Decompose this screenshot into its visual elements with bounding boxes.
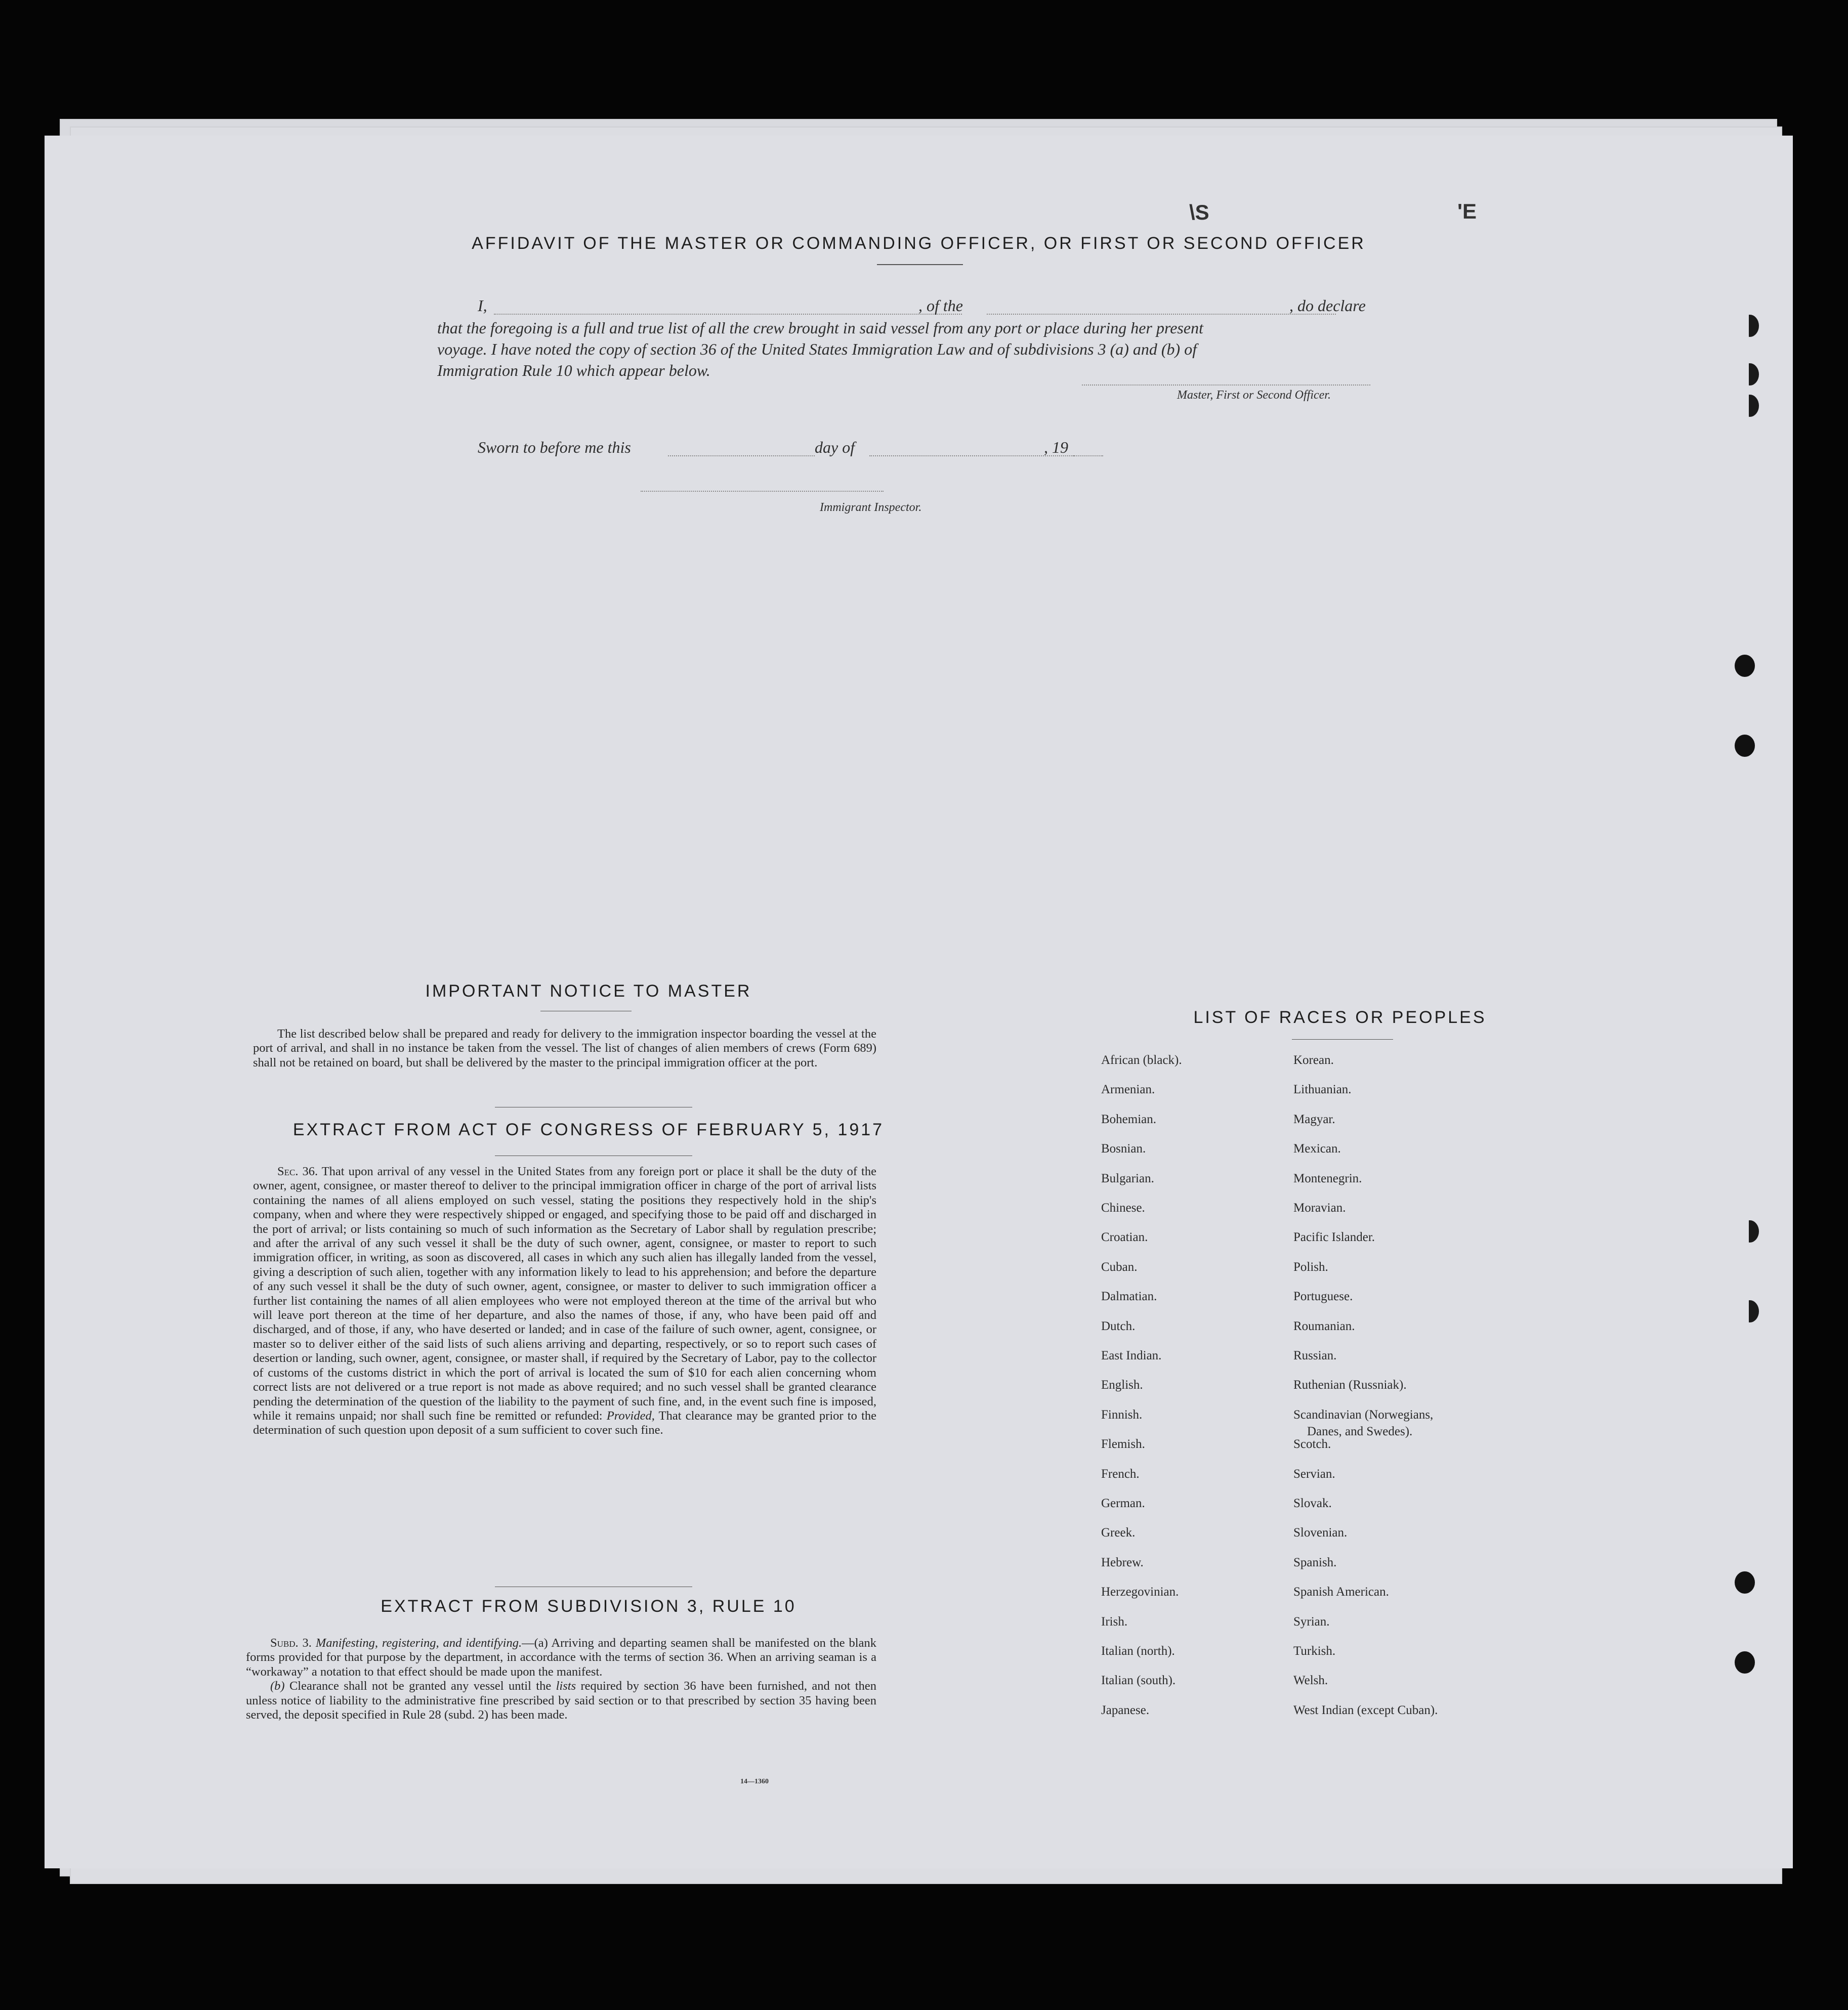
form-number: 14—1360 — [740, 1778, 769, 1785]
affidavit-line-2: that the foregoing is a full and true list of all the crew brought in said vessel from any port or place during her present — [437, 319, 1203, 337]
signature-label: Master, First or Second Officer. — [1177, 389, 1331, 402]
notice-title: IMPORTANT NOTICE TO MASTER — [425, 981, 752, 1001]
race-item: Hebrew. — [1101, 1555, 1144, 1569]
race-item: Spanish. — [1293, 1555, 1337, 1569]
punch-hole — [1735, 1571, 1755, 1594]
subd-b-lists: lists — [556, 1679, 576, 1693]
race-item: Syrian. — [1293, 1614, 1330, 1629]
race-item: East Indian. — [1101, 1349, 1162, 1362]
punch-hole — [1741, 315, 1759, 337]
subd-a-text: Arriving and departing seamen shall be manifested on the blank forms provided for that purpose by the department, in accordance with the terms of section 36. When an arriving seaman is a “workaway” a notation to that effect should be made upon the manifest. — [246, 1636, 876, 1679]
subd-b-text-1: Clearance shall not be granted any vessel until the — [289, 1679, 552, 1693]
race-item: Bosnian. — [1101, 1142, 1146, 1156]
subd-heading: Manifesting, registering, and identifying. — [315, 1636, 522, 1650]
notice-text: The list described below shall be prepared and ready for delivery to the immigration inspector boarding the vessel at the port of arrival, and shall in no instance be taken from the vessel. The list of changes of alien members of crews (Form 689) shall not be retained on board, but shall be delivered by the master to the principal immigration officer at the port. — [253, 1027, 876, 1070]
race-item: Welsh. — [1293, 1674, 1328, 1688]
race-item: English. — [1101, 1378, 1143, 1392]
races-title-rule — [1292, 1039, 1393, 1040]
race-item: Slovenian. — [1293, 1526, 1348, 1540]
race-item: Finnish. — [1101, 1407, 1143, 1422]
affidavit-line-4: Immigration Rule 10 which appear below. — [437, 361, 710, 379]
race-scandinavian-continued: Danes, and Swedes). — [1307, 1425, 1413, 1438]
affidavit-do-declare-label: , do declare — [1289, 296, 1366, 315]
race-item: Bohemian. — [1101, 1112, 1157, 1126]
inspector-label: Immigrant Inspector. — [820, 501, 922, 514]
race-item: Montenegrin. — [1293, 1171, 1362, 1185]
extract-rule-block — [246, 1636, 876, 1722]
inspector-signature-field[interactable] — [641, 491, 884, 492]
punch-hole — [1735, 735, 1755, 757]
race-item: Cuban. — [1101, 1260, 1138, 1274]
affidavit-line-3: voyage. I have noted the copy of section 36 of the United States Immigration Law and of subdivisions 3 (a) and (b) of — [437, 340, 1197, 358]
race-item: Irish. — [1101, 1614, 1128, 1629]
day-of-label: day of — [815, 438, 855, 456]
punch-hole — [1735, 1651, 1755, 1674]
document-page — [45, 136, 1793, 1868]
race-item: Dutch. — [1101, 1319, 1136, 1333]
race-item: Scandinavian (Norwegians, — [1293, 1407, 1434, 1422]
race-item: Dalmatian. — [1101, 1290, 1157, 1304]
race-item: French. — [1101, 1467, 1140, 1481]
race-item: Armenian. — [1101, 1083, 1155, 1097]
sec-label: Sec. 36. — [277, 1165, 318, 1178]
race-item: West Indian (except Cuban). — [1293, 1703, 1438, 1717]
stamp-mark-right: 'E — [1457, 199, 1477, 223]
signature-field[interactable] — [1082, 384, 1370, 386]
provided-label: Provided, — [606, 1408, 655, 1423]
affidavit-of-the-label: , of the — [918, 296, 963, 315]
affidavit-title: AFFIDAVIT OF THE MASTER OR COMMANDING OFFICER, OR FIRST OR SECOND OFFICER — [472, 234, 1366, 253]
race-item: Flemish. — [1101, 1437, 1145, 1451]
races-title: LIST OF RACES OR PEOPLES — [1193, 1008, 1487, 1027]
sworn-label: Sworn to before me this — [478, 438, 631, 456]
race-item: Lithuanian. — [1293, 1083, 1352, 1097]
stamp-mark-left: \S — [1189, 200, 1209, 224]
affidavit-i-label: I, — [478, 296, 487, 315]
race-item: Turkish. — [1293, 1644, 1336, 1658]
race-item: Italian (north). — [1101, 1644, 1175, 1658]
race-item: Italian (south). — [1101, 1674, 1176, 1688]
race-item: Bulgarian. — [1101, 1171, 1154, 1185]
title-rule — [877, 264, 963, 265]
punch-hole — [1735, 655, 1755, 677]
vessel-field[interactable] — [987, 314, 1336, 315]
race-item: Spanish American. — [1293, 1585, 1389, 1599]
race-item: Portuguese. — [1293, 1290, 1353, 1304]
race-item: Russian. — [1293, 1349, 1337, 1362]
race-item: Greek. — [1101, 1526, 1136, 1540]
punch-hole — [1741, 1220, 1759, 1243]
name-field[interactable] — [494, 314, 962, 315]
race-item: Pacific Islander. — [1293, 1230, 1375, 1245]
punch-hole — [1741, 1300, 1759, 1322]
punch-hole — [1741, 395, 1759, 417]
extract-act-text: That upon arrival of any vessel in the United States from any foreign port or place it shall be the duty of the owner, agent, consignee, or master thereof to deliver to the principal immigration officer in charge of the port of arrival lists containing the names of all aliens employed on such vessel, stating the positions they respectively hold in the ship's company, when and where they were respectively shipped or engaged, and specifying those to be paid off and discharged in the port of arrival; or lists containing so much of such information as the Secretary of Labor shall by regulation prescribe; and after the arrival of any such vessel it shall be the duty of such owner, agent, consignee, or master to report to such immigration officer, in writing, as soon as discovered, all cases in which any such alien has illegally landed from the vessel, giving a description of such alien, together with any information likely to lead to his apprehension; and before the departure of any such vessel it shall be the duty of such owner, agent, consignee, or master to deliver to such immigration officer a further list containing the names of all alien employees who were not employed thereon at the time of the arrival but who will leave port thereon at the time of her departure, and also the names of those, if any, who have been paid off and discharged, and of those, if any, who have deserted or landed; and in case of the failure of such owner, agent, consignee, or master so to deliver either of the said lists of such aliens arriving and departing, respectively, or so to report such cases of desertion or landing, such owner, agent, consignee, or master shall, if required by the Secretary of Labor, pay to the collector of customs of the customs district in which the port of arrival is located the sum of $10 for each alien concerning whom correct lists are not delivered or a true report is not made as above required; and no such vessel shall be granted clearance pending the determination of the question of the liability to the payment of such fine, and, in the event such fine is imposed, while it remains unpaid; nor shall such fine be remitted or refunded: — [253, 1165, 876, 1423]
race-item: African (black). — [1101, 1053, 1182, 1067]
race-item: Slovak. — [1293, 1496, 1332, 1510]
race-item: Scotch. — [1293, 1437, 1331, 1451]
sworn-year-field[interactable] — [1073, 455, 1103, 456]
extract-act-title: EXTRACT FROM ACT OF CONGRESS OF FEBRUARY 5, 1917 — [292, 1120, 885, 1139]
race-item: Croatian. — [1101, 1230, 1148, 1245]
sworn-day-field[interactable] — [668, 455, 815, 456]
extract-rule-title: EXTRACT FROM SUBDIVISION 3, RULE 10 — [381, 1597, 796, 1616]
race-item: Ruthenian (Russniak). — [1293, 1378, 1407, 1392]
race-item: Korean. — [1293, 1053, 1334, 1067]
extract-act-text-end: That clearance may be granted prior to the determination of such question upon deposit of a sum sufficient to cover such fine. — [253, 1408, 877, 1437]
extract-act-block — [253, 1165, 876, 1438]
race-item: Moravian. — [1293, 1201, 1346, 1215]
race-item: Polish. — [1293, 1260, 1328, 1274]
race-item: Japanese. — [1101, 1703, 1150, 1717]
race-item: Roumanian. — [1293, 1319, 1355, 1333]
race-item: German. — [1101, 1496, 1145, 1510]
subd-label: Subd. 3. — [270, 1636, 312, 1650]
race-item: Servian. — [1293, 1467, 1335, 1481]
year-label: , 19 — [1044, 438, 1068, 456]
notice-text-block — [253, 1027, 876, 1070]
subd-b-text-2: required by section 36 have been furnished, and not then unless notice of liability to the administrative fine prescribed by said section or to that prescribed by section 35 having been served, the deposit specified in Rule 28 (subd. 2) has been made. — [246, 1679, 877, 1722]
subd-b-label: (b) — [270, 1679, 285, 1693]
subd-a-label: —(a) — [522, 1636, 548, 1650]
race-item: Herzegovinian. — [1101, 1585, 1179, 1599]
race-item: Magyar. — [1293, 1112, 1335, 1126]
punch-hole — [1741, 363, 1759, 386]
race-item: Mexican. — [1293, 1142, 1341, 1156]
race-item: Chinese. — [1101, 1201, 1145, 1215]
